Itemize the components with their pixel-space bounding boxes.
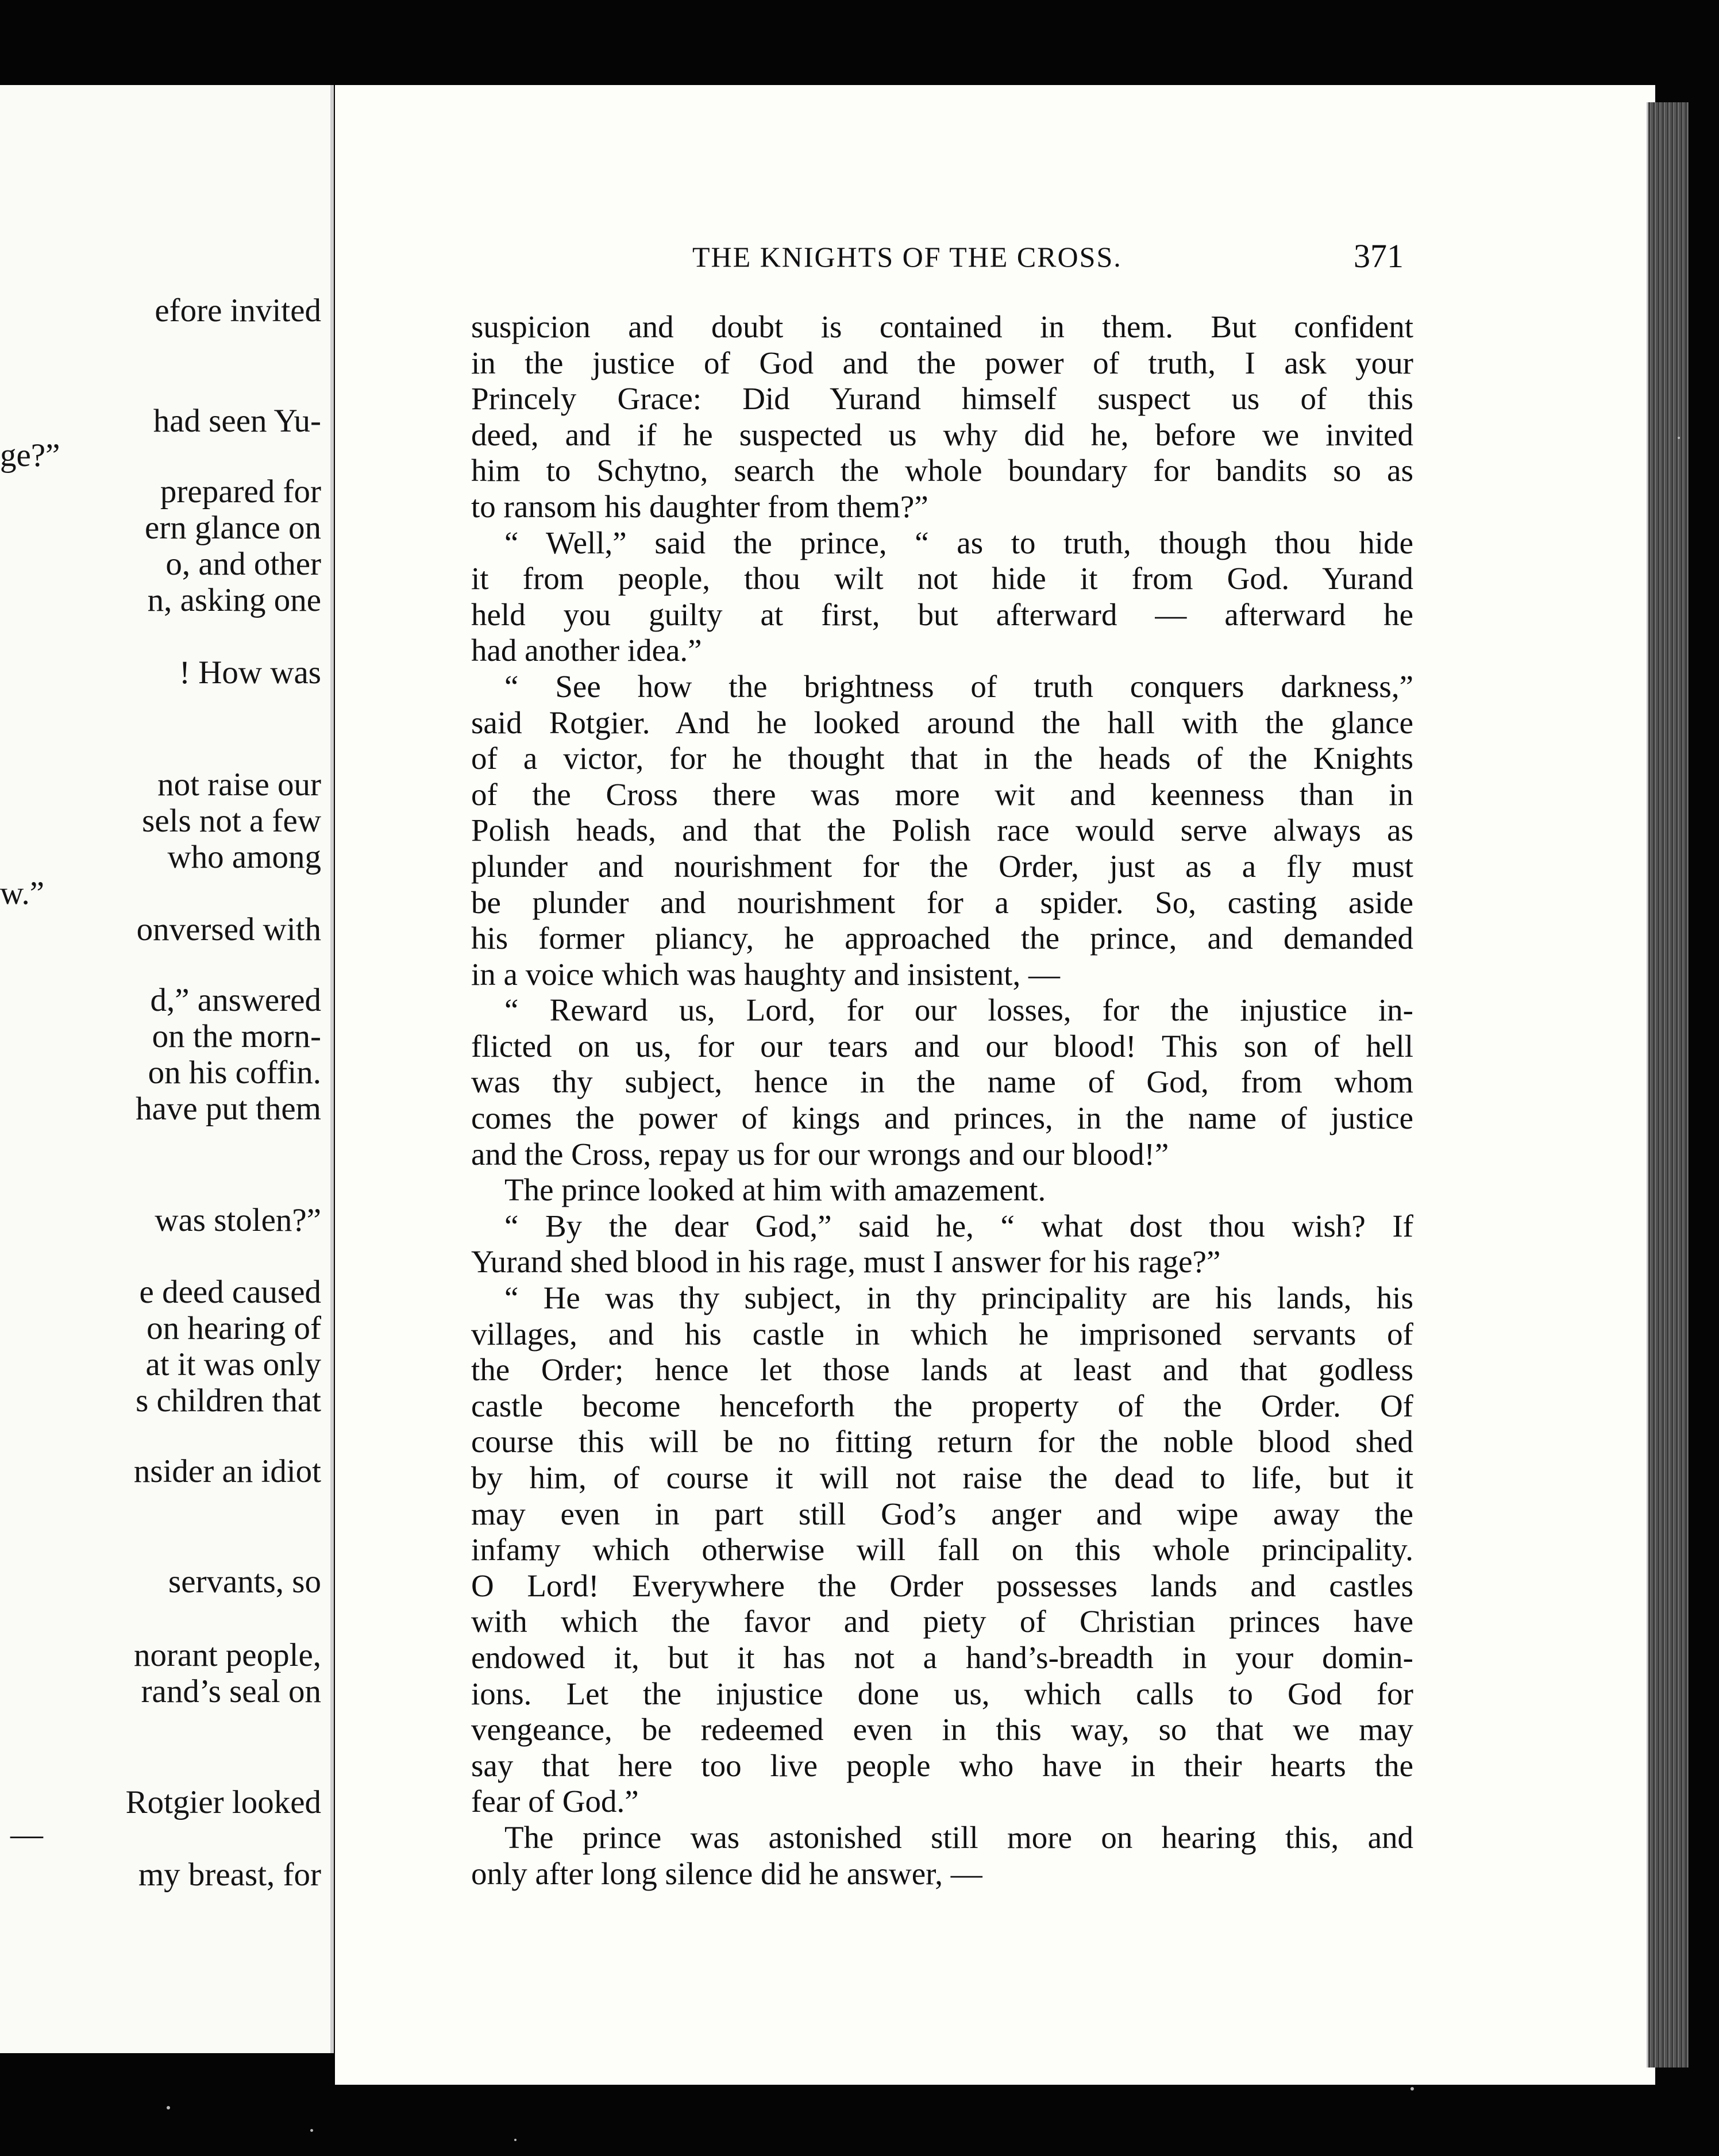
text-line: O Lord! Everywhere the Order possesses lands and castles	[471, 1568, 1413, 1603]
left-page-line: w.”	[0, 875, 45, 911]
left-page-line: prepared for	[160, 473, 321, 510]
text-line: be plunder and nourishment for a spider. So, casting aside	[471, 884, 1413, 920]
left-page-line: sels not a few	[142, 803, 321, 839]
text-line: The prince looked at him with amazement.	[504, 1172, 1046, 1208]
dust-speck	[167, 2106, 170, 2109]
left-page-line: onversed with	[136, 911, 321, 948]
text-line: comes the power of kings and princes, in the name of justice	[471, 1100, 1413, 1136]
text-line: suspicion and doubt is contained in them. But confident	[471, 309, 1413, 344]
text-line: castle become henceforth the property of the Order. Of	[471, 1388, 1413, 1423]
left-page-line: on the morn-	[152, 1018, 321, 1054]
text-line: plunder and nourishment for the Order, just as a fly must	[471, 848, 1413, 884]
left-page-line: n, asking one	[147, 582, 321, 618]
text-line: “ Reward us, Lord, for our losses, for the injustice in-	[504, 992, 1413, 1028]
left-page-line: d,” answered	[150, 982, 321, 1018]
text-line: of a victor, for he thought that in the heads of the Knights	[471, 741, 1413, 776]
text-line: say that here too live people who have in their hearts the	[471, 1747, 1413, 1783]
text-line: to ransom his daughter from them?”	[471, 488, 928, 524]
text-line: course this will be no fitting return for the noble blood shed	[471, 1424, 1413, 1460]
text-line: “ See how the brightness of truth conquers darkness,”	[504, 668, 1413, 704]
left-page-line: ! How was	[179, 654, 321, 691]
left-page-line: was stolen?”	[155, 1202, 321, 1238]
text-line: flicted on us, for our tears and our blood! This son of hell	[471, 1028, 1413, 1064]
left-page-line: o, and other	[165, 546, 321, 582]
text-line: Princely Grace: Did Yurand himself suspect us of this	[471, 381, 1413, 417]
text-line: “ By the dear God,” said he, “ what dost thou wish? If	[504, 1208, 1413, 1243]
text-line: ions. Let the injustice done us, which calls to God for	[471, 1676, 1413, 1711]
left-page-line: s children that	[136, 1383, 321, 1419]
left-page-line: rand’s seal on	[141, 1673, 321, 1710]
left-page-line: ern glance on	[144, 510, 321, 546]
left-page-line: efore invited	[155, 292, 321, 329]
left-page	[0, 85, 334, 2053]
left-page-line: servants, so	[168, 1564, 321, 1600]
text-line: deed, and if he suspected us why did he, before we invited	[471, 417, 1413, 452]
page-number: 371	[1354, 237, 1404, 275]
body-text	[471, 309, 1413, 1892]
dust-speck	[1678, 437, 1680, 439]
running-head: THE KNIGHTS OF THE CROSS.	[692, 241, 1122, 273]
left-page-line: on hearing of	[147, 1310, 321, 1346]
text-line: only after long silence did he answer, —	[471, 1855, 982, 1891]
text-line: in a voice which was haughty and insistent, —	[471, 956, 1060, 992]
text-line: the Order; hence let those lands at least and that godless	[471, 1352, 1413, 1388]
dust-speck	[1410, 2087, 1414, 2090]
text-line: Yurand shed blood in his rage, must I answer for his rage?”	[471, 1244, 1221, 1280]
text-line: with which the favor and piety of Christian princes have	[471, 1604, 1413, 1639]
left-page-line: nsider an idiot	[133, 1453, 321, 1489]
text-line: “ He was thy subject, in thy principality are his lands, his	[504, 1280, 1413, 1316]
text-line: and the Cross, repay us for our wrongs and our blood!”	[471, 1136, 1169, 1172]
text-line: fear of God.”	[471, 1784, 639, 1819]
text-line: in the justice of God and the power of truth, I ask your	[471, 345, 1413, 380]
text-line: “ Well,” said the prince, “ as to truth, though thou hide	[504, 525, 1413, 560]
left-page-line: —	[10, 1816, 43, 1853]
text-line: his former pliancy, he approached the prince, and demanded	[471, 921, 1413, 956]
left-page-line: ge?”	[0, 437, 60, 473]
left-page-line: on his coffin.	[148, 1054, 321, 1091]
text-line: said Rotgier. And he looked around the hall with the glance	[471, 704, 1413, 740]
left-page-line: e deed caused	[139, 1274, 321, 1310]
left-page-line: not raise our	[157, 767, 321, 803]
left-page-line: who among	[167, 839, 321, 875]
text-line: him to Schytno, search the whole boundary for bandits so as	[471, 453, 1413, 488]
text-line: had another idea.”	[471, 633, 702, 668]
dust-speck	[310, 2129, 313, 2132]
left-page-line: had seen Yu-	[153, 403, 321, 439]
page-edges	[1647, 102, 1689, 2068]
left-page-line: norant people,	[133, 1637, 321, 1673]
left-page-line: my breast, for	[138, 1857, 321, 1893]
dust-speck	[514, 2139, 517, 2141]
text-line: was thy subject, hence in the name of God, from whom	[471, 1064, 1413, 1100]
text-line: may even in part still God’s anger and wipe away the	[471, 1496, 1413, 1531]
text-line: held you guilty at first, but afterward — afterward he	[471, 596, 1413, 632]
left-page-line: Rotgier looked	[125, 1784, 321, 1820]
text-line: by him, of course it will not raise the dead to life, but it	[471, 1460, 1413, 1495]
text-line: of the Cross there was more wit and keenness than in	[471, 776, 1413, 812]
text-line: infamy which otherwise will fall on this whole principality.	[471, 1532, 1413, 1568]
text-line: villages, and his castle in which he imprisoned servants of	[471, 1316, 1413, 1352]
text-line: vengeance, be redeemed even in this way, so that we may	[471, 1712, 1413, 1747]
left-page-line: have put them	[136, 1091, 321, 1127]
text-line: endowed it, but it has not a hand’s-breadth in your domin-	[471, 1639, 1413, 1675]
text-line: Polish heads, and that the Polish race would serve always as	[471, 813, 1413, 848]
text-line: it from people, thou wilt not hide it from God. Yurand	[471, 561, 1413, 596]
left-page-line: at it was only	[145, 1346, 321, 1383]
text-line: The prince was astonished still more on hearing this, and	[504, 1819, 1413, 1855]
